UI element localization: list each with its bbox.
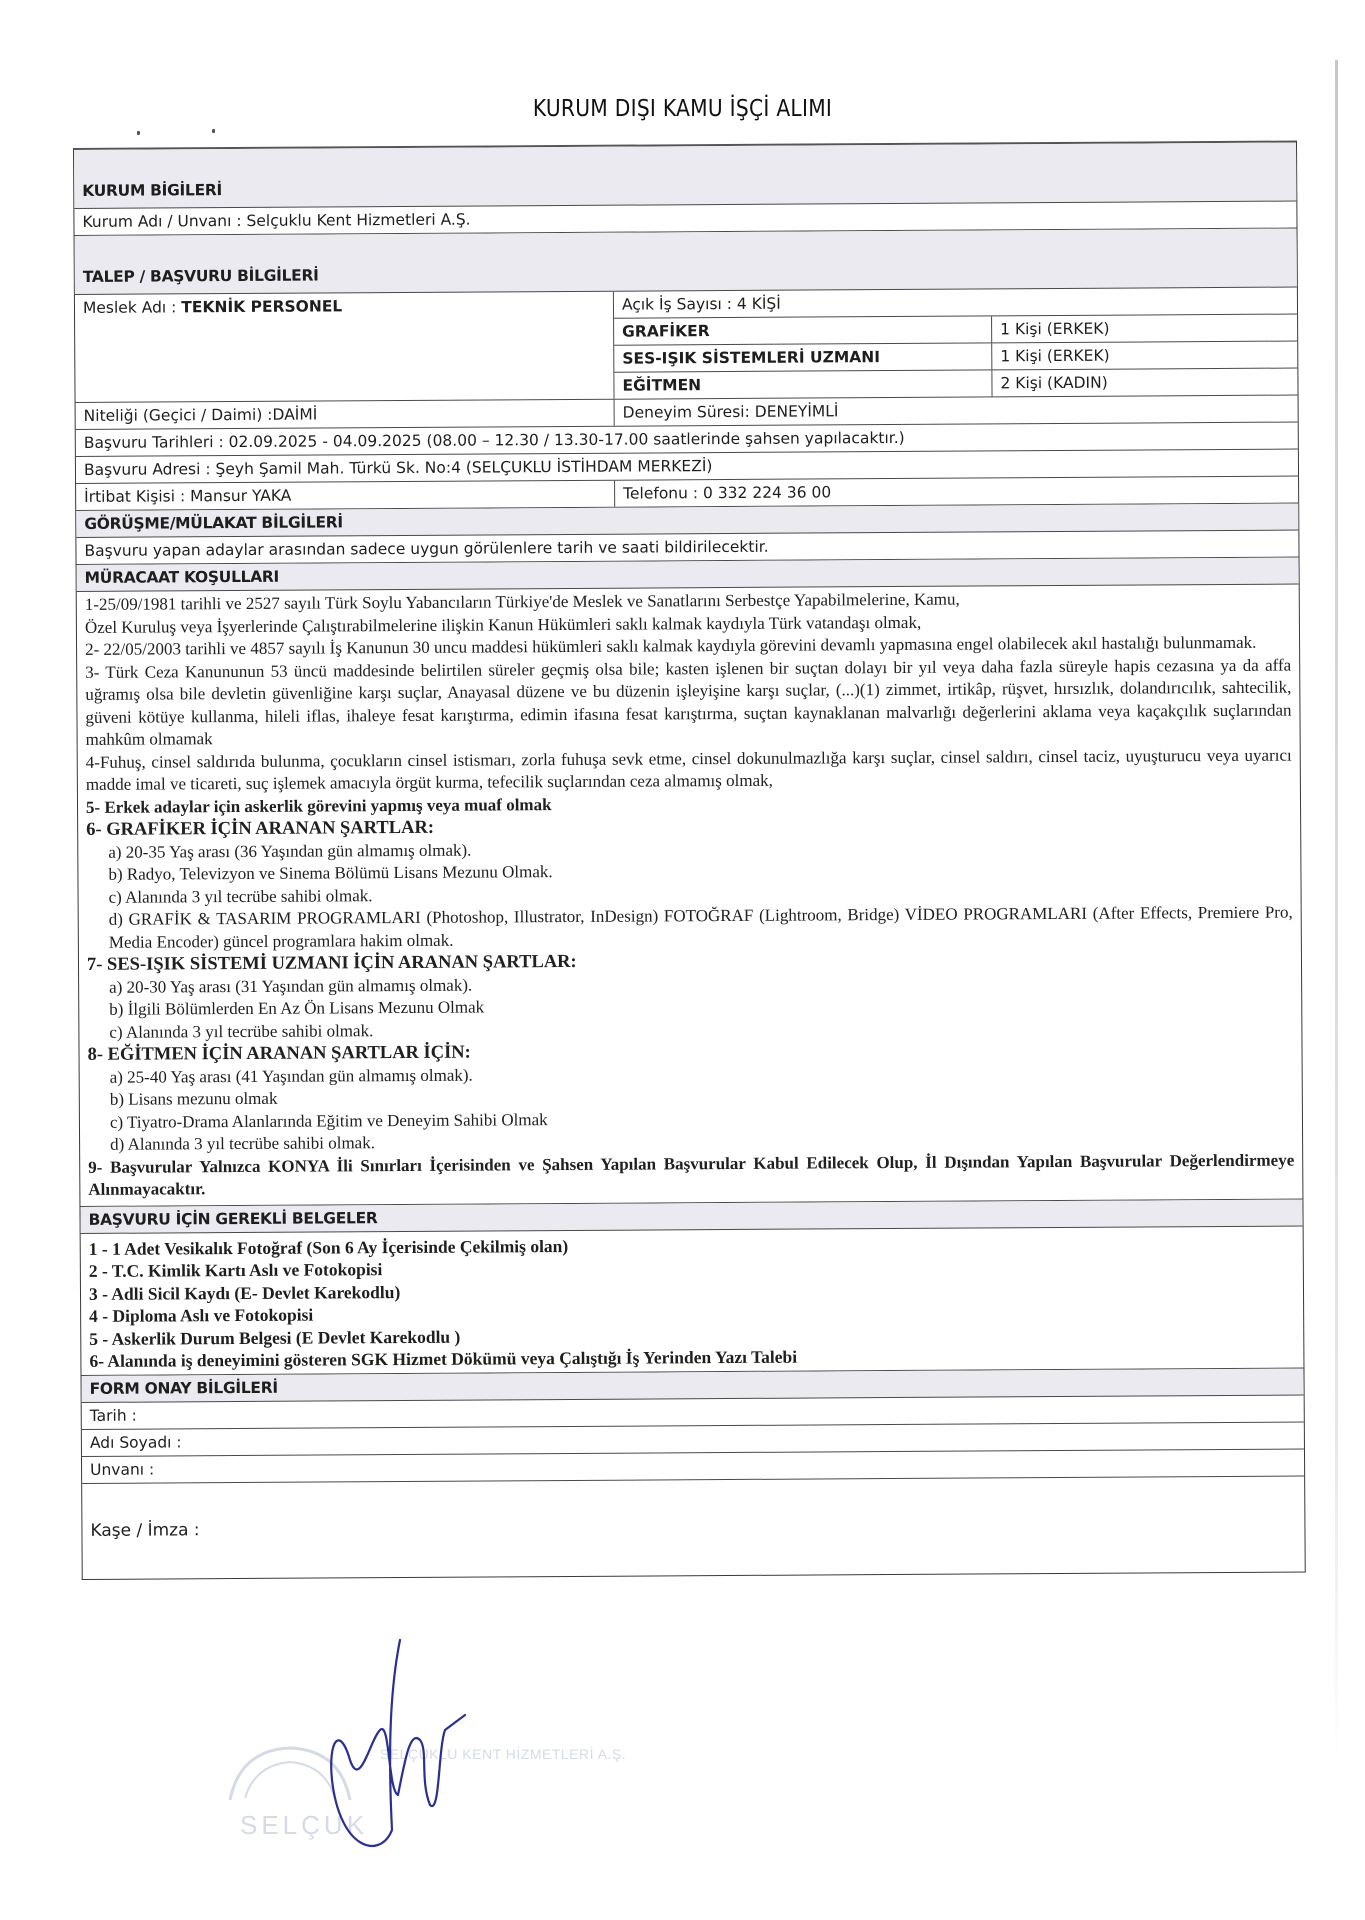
document-item: 6- Alanında iş deneyimini gösteren SGK Hizmet Dökümü veya Çalıştığı İş Yerinden Yazı Talebi — [89, 1346, 798, 1371]
position-count: 1 Kişi (ERKEK) — [1000, 346, 1110, 366]
telefon: Telefonu : 0 332 224 36 00 — [623, 483, 832, 503]
meslek-value: TEKNİK PERSONEL — [181, 297, 343, 317]
document-item: 2 - T.C. Kimlik Kartı Aslı ve Fotokopisi — [88, 1259, 383, 1281]
document-item: 5 - Askerlik Durum Belgesi (E Devlet Karekodlu ) — [89, 1326, 461, 1349]
unvani-label: Unvanı : — [90, 1460, 155, 1479]
kase-imza-field[interactable] — [82, 1476, 1305, 1578]
section-title: MÜRACAAT KOŞULLARI — [84, 567, 280, 587]
requirement-item: d) Alanında 3 yıl tecrübe sahibi olmak. — [110, 1133, 375, 1154]
document-title: KURUM DIŞI KAMU İŞÇİ ALIMI — [532, 96, 833, 122]
position-role: SES-IŞIK SİSTEMLERİ UZMANI — [614, 343, 992, 371]
positions-block — [614, 288, 1298, 399]
grafiker-requirements-title: 6- GRAFİKER İÇİN ARANAN ŞARTLAR: — [86, 817, 435, 840]
document-item: 1 - 1 Adet Vesikalık Fotoğraf (Son 6 Ay İçerisinde Çekilmiş olan) — [88, 1235, 569, 1259]
position-count: 2 Kişi (KADIN) — [1000, 373, 1108, 393]
condition-9: 9- Başvurular Yalnızca KONYA İli Sınırları İçerisinden ve Şahsen Yapılan Başvurular Kabul Edilecek Olup, İl Dışından Yapılan Başvurular Değerlendirmeye Alınmayacaktır. — [88, 1150, 1295, 1199]
scan-page-edge — [1335, 60, 1338, 1760]
condition-1: 1-25/09/1981 tarihli ve 2527 sayılı Türk Soylu Yabancıların Türkiye'de Meslek ve Sanatlarını Serbestçe Yapabilmelerine, Kamu, — [84, 589, 960, 614]
meslek-label: Meslek Adı : — [82, 298, 182, 317]
section-kurum-header — [74, 143, 1296, 209]
requirement-item: c) Tiyatro-Drama Alanlarında Eğitim ve Deneyim Sahibi Olmak — [109, 1109, 548, 1132]
requirement-item: d) GRAFİK & TASARIM PROGRAMLARI (Photoshop, Illustrator, InDesign) FOTOĞRAF (Lightroom, Bridge) VİDEO PROGRAMLARI (After Effects, Premiere Pro, Media Encoder) güncel programlara hakim olmak. — [108, 902, 1293, 952]
section-title: BAŞVURU İÇİN GEREKLİ BELGELER — [88, 1208, 378, 1229]
gorusme-text: Başvuru yapan adaylar arasından sadece uygun görülenlere tarih ve saati bildirilecektir. — [84, 537, 769, 560]
document-item: 3 - Adli Sicil Kaydı (E- Devlet Karekodlu) — [88, 1281, 401, 1304]
deneyim-field: Deneyim Süresi: DENEYİMLİ — [622, 402, 839, 422]
section-title: TALEP / BAŞVURU BİLGİLERİ — [82, 266, 319, 286]
tarih-label: Tarih : — [89, 1406, 137, 1425]
open-positions-count: Açık İş Sayısı : 4 KİŞİ — [621, 294, 781, 314]
section-title: GÖRÜŞME/MÜLAKAT BİLGİLERİ — [84, 513, 343, 533]
scan-speck — [212, 129, 215, 133]
position-role: EĞİTMEN — [614, 370, 992, 398]
position-row — [614, 341, 1297, 372]
position-count: 1 Kişi (ERKEK) — [1000, 319, 1110, 339]
position-role: GRAFİKER — [614, 316, 992, 344]
meslek-row — [75, 288, 1298, 403]
muracaat-conditions — [77, 585, 1303, 1206]
muracaat-conditions-row — [77, 585, 1303, 1207]
condition-5: 5- Erkek adaylar için askerlik görevini yapmış veya muaf olmak — [85, 794, 552, 817]
requirement-item: c) Alanında 3 yıl tecrübe sahibi olmak. — [108, 885, 373, 907]
condition-4: 4-Fuhuş, cinsel saldırıda bulunma, çocukların cinsel istismarı, zorla fuhuşa sevk etme, cinsel dokunulmazlığa karşı suçlar, cinsel saldırı, cinsel taciz, uyuşturucu veya uyarıcı madde imal ve ticareti, suç işlemek amacıyla örgüt kurma, tefecilik suçlarından ceza almamış olmak, — [85, 745, 1292, 794]
application-form — [73, 141, 1306, 1580]
belgeler-list-row — [81, 1226, 1304, 1375]
basvuru-tarihleri: Başvuru Tarihleri : 02.09.2025 - 04.09.2025 (08.00 – 12.30 / 13.30-17.00 saatlerinde şahsen yapılacaktır.) — [83, 428, 905, 452]
requirement-item: b) Lisans mezunu olmak — [109, 1088, 278, 1109]
condition-3: 3- Türk Ceza Kanununun 53 üncü maddesinde belirtilen süreler geçmiş olsa bile; kasten işlenen bir suçtan dolayı bir yıl veya daha fazla süreyle hapis cezasına ya da affa uğramış olsa bile devletin güvenliğine karşı suçlar, Anayasal düzene ve bu düzenin işleyişine karşı suçlar, (...)(1) zimmet, irtikâp, rüşvet, hırsızlık, dolandırıcılık, sahtecilik, güveni kötüye kullanma, hileli iflas, ihaleye fesat karıştırma, edimin ifasına fesat karıştırma, suçtan kaynaklanan malvarlığı değerlerini aklama veya kaçakçılık suçlarından mahkûm olmamak — [85, 655, 1292, 749]
requirement-item: b) İlgili Bölümlerden En Az Ön Lisans Mezunu Olmak — [109, 997, 485, 1019]
stamp-company-name: SELÇUKLU KENT HİZMETLERİ A.Ş. — [380, 1746, 627, 1762]
ses-isik-requirements-title: 7- SES-IŞIK SİSTEMİ UZMANI İÇİN ARANAN ŞARTLAR: — [86, 951, 577, 975]
irtibat-kisisi: İrtibat Kişisi : Mansur YAKA — [76, 481, 615, 510]
requirement-item: a) 20-35 Yaş arası (36 Yaşından gün almamış olmak). — [108, 840, 472, 862]
requirement-item: a) 20-30 Yaş arası (31 Yaşından gün almamış olmak). — [109, 975, 473, 997]
required-documents-list — [81, 1229, 806, 1374]
section-talep-header — [75, 229, 1297, 295]
requirement-item: c) Alanında 3 yıl tecrübe sahibi olmak. — [109, 1020, 374, 1042]
section-title: KURUM BİGİLERİ — [82, 181, 223, 200]
condition-1-cont: Özel Kuruluş veya İşyerlerinde Çalıştırabilmelerine ilişkin Kanun Hükümleri saklı kalmak kaydıyla Türk vatandaşı olmak, — [84, 612, 922, 637]
document-item: 4 - Diploma Aslı ve Fotokopisi — [89, 1304, 314, 1326]
stamp-logo-text: SELÇUK — [240, 1810, 369, 1840]
condition-2: 2- 22/05/2003 tarihli ve 4857 sayılı İş Kanunun 30 uncu maddesi hükümleri saklı kalmak kaydıyla görevini devamlı yapmasına engel olabilecek akıl hastalığı bulunmamak. — [85, 632, 1257, 659]
egitmen-requirements-title: 8- EĞİTMEN İÇİN ARANAN ŞARTLAR İÇİN: — [87, 1042, 471, 1065]
meslek-cell — [75, 292, 615, 402]
basvuru-adresi: Başvuru Adresi : Şeyh Şamil Mah. Türkü Sk. No:4 (SELÇUKLU İSTİHDAM MERKEZİ) — [83, 457, 713, 479]
adi-soyadi-label: Adı Soyadı : — [89, 1432, 182, 1452]
scan-speck — [137, 131, 140, 135]
signature-icon — [270, 1630, 470, 1860]
nitelik-field: Niteliği (Geçici / Daimi) :DAİMİ — [76, 400, 615, 429]
kurum-name: Kurum Adı / Unvanı : Selçuklu Kent Hizmetleri A.Ş. — [82, 210, 471, 231]
position-row — [614, 314, 1297, 345]
requirement-item: a) 25-40 Yaş arası (41 Yaşından gün almamış olmak). — [109, 1065, 473, 1087]
position-row — [614, 368, 1297, 399]
section-title: FORM ONAY BİLGİLERİ — [89, 1378, 278, 1398]
requirement-item: b) Radyo, Televizyon ve Sinema Bölümü Lisans Mezunu Olmak. — [108, 862, 553, 884]
kase-imza-label: Kaşe / İmza : — [90, 1520, 200, 1541]
